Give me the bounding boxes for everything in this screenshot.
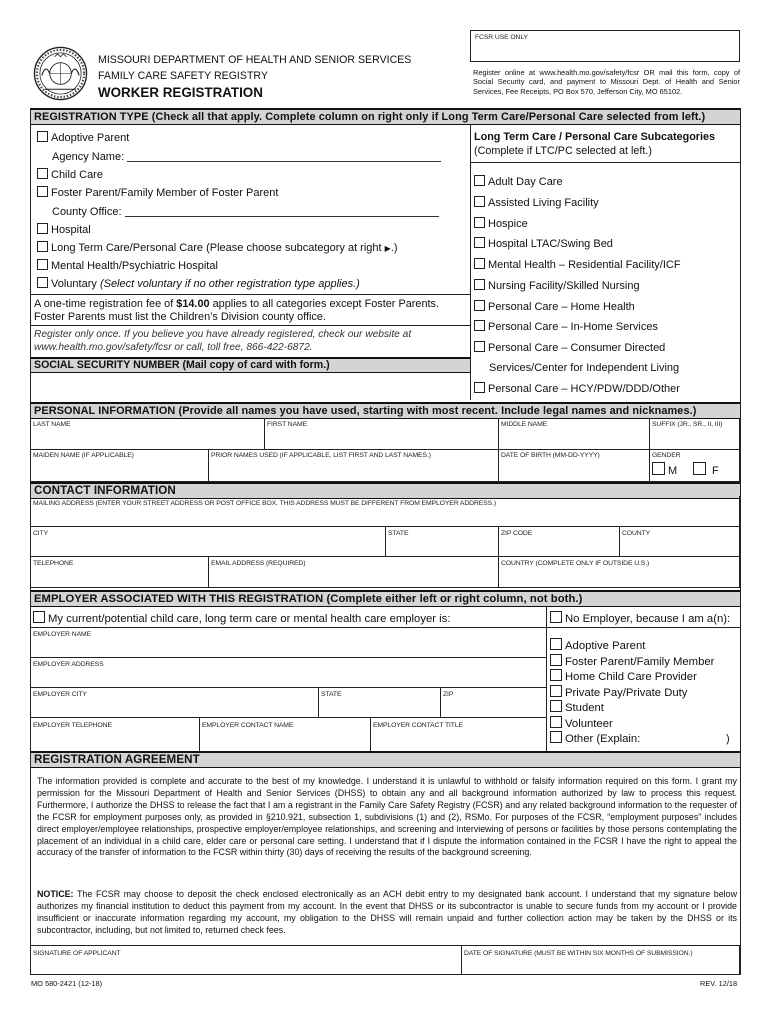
no-employer-reason-option[interactable] xyxy=(550,731,640,746)
no-employer-option[interactable] xyxy=(550,611,730,626)
employer-state-input[interactable]: STATE xyxy=(321,691,342,698)
personal-info-heading: PERSONAL INFORMATION (Provide all names you have used, starting with most recent. Include legal names and nicknames.) xyxy=(30,402,740,419)
ltc-pc-label-end: .) xyxy=(390,242,398,254)
checkbox[interactable] xyxy=(37,131,48,142)
divider xyxy=(30,657,546,658)
divider xyxy=(30,294,470,295)
divider xyxy=(30,556,740,557)
checkbox[interactable] xyxy=(474,237,485,248)
middle-name-input[interactable]: MIDDLE NAME xyxy=(501,421,548,428)
agency-name-label: Agency Name: xyxy=(52,151,125,163)
divider xyxy=(318,687,319,717)
first-name-input[interactable]: FIRST NAME xyxy=(267,421,308,428)
state-seal-icon xyxy=(33,46,88,101)
dob-input[interactable]: DATE OF BIRTH (MM-DD-YYYY) xyxy=(501,452,600,459)
subcategory-option[interactable] xyxy=(474,341,665,355)
checkbox[interactable] xyxy=(693,462,706,475)
notice-text xyxy=(37,889,737,937)
subcategory-label: Personal Care – Home Health xyxy=(488,301,635,313)
checkbox[interactable] xyxy=(474,279,485,290)
checkbox[interactable] xyxy=(550,731,562,743)
divider xyxy=(498,526,499,588)
suffix-input[interactable]: SUFFIX (JR., SR., II, III) xyxy=(652,421,723,428)
checkbox[interactable] xyxy=(474,300,485,311)
divider xyxy=(30,717,546,718)
ssn-input[interactable] xyxy=(30,373,470,400)
mailing-address-input[interactable]: MAILING ADDRESS (ENTER YOUR STREET ADDRESS OR POST OFFICE BOX. THIS ADDRESS MUST BE DIFFERENT FROM EMPLOYER ADDRESS.) xyxy=(33,500,497,507)
frame-right xyxy=(740,108,741,975)
register-online-text: Register online at www.health.mo.gov/safety/fcsr OR mail this form, copy of Social Security card, and payment to Missouri Dept. of Health and Senior Services, Fee Receipts, PO Box 570, Jefferson City, MO 65102. xyxy=(473,68,740,96)
contact-info-heading: CONTACT INFORMATION xyxy=(30,482,740,499)
no-employer-reason-label: Other (Explain: xyxy=(565,733,641,745)
divider xyxy=(649,418,650,482)
registry-name: FAMILY CARE SAFETY REGISTRY xyxy=(98,70,268,82)
subcategory-label: Hospital LTAC/Swing Bed xyxy=(488,238,613,250)
voluntary-note: (Select voluntary if no other registration type applies.) xyxy=(99,278,360,290)
adoptive-parent-option[interactable] xyxy=(37,131,129,145)
employer-telephone-input[interactable]: EMPLOYER TELEPHONE xyxy=(33,722,112,729)
revision: REV. 12/18 xyxy=(700,979,738,988)
subcategory-option[interactable] xyxy=(474,258,681,272)
city-input[interactable]: CITY xyxy=(33,530,49,537)
register-once-note: Register only once. If you believe you have already registered, check our website at www.health.mo.gov/safety/fcsr or call, toll free, 866-422-6872. xyxy=(34,329,412,353)
maiden-name-input[interactable]: MAIDEN NAME (IF APPLICABLE) xyxy=(33,452,134,459)
checkbox[interactable] xyxy=(37,241,48,252)
subcategory-title: Long Term Care / Personal Care Subcategories xyxy=(474,131,716,143)
divider xyxy=(440,687,441,717)
county-office-field[interactable] xyxy=(52,205,439,219)
voluntary-label: Voluntary xyxy=(51,278,97,290)
no-employer-reason-option[interactable] xyxy=(550,685,687,700)
checkbox[interactable] xyxy=(474,175,485,186)
hospital-option[interactable] xyxy=(37,223,91,237)
employer-city-input[interactable]: EMPLOYER CITY xyxy=(33,691,87,698)
gender-male-option[interactable] xyxy=(652,462,677,478)
notice-body: The FCSR may choose to deposit the check enclosed electronically as an ACH debit entry to my designated bank account. I understand that my signature below authorizes my financial institution to deduct this payment from my account. In the event that DHSS or its subcontractor is unable to secure funds from my account or I provide insufficient or inaccurate information regarding my account, my obligation to the DHSS will remain unpaid and further collection action may be taken by the DHSS or its subcontractor, including, but not limited to, returned check fees. xyxy=(37,889,737,935)
no-employer-reason-option[interactable] xyxy=(550,700,604,715)
current-employer-label: My current/potential child care, long term care or mental health care employer is: xyxy=(48,613,451,625)
child-care-option[interactable] xyxy=(37,168,103,182)
female-label: F xyxy=(712,465,719,477)
county-office-label: County Office: xyxy=(52,206,122,218)
ltc-pc-label: Long Term Care/Personal Care (Please choose subcategory at right xyxy=(51,242,382,254)
agency-name: MISSOURI DEPARTMENT OF HEALTH AND SENIOR SERVICES xyxy=(98,54,412,66)
checkbox[interactable] xyxy=(474,258,485,269)
no-employer-reason-option[interactable] xyxy=(550,638,645,653)
divider xyxy=(619,526,620,556)
no-employer-reason-label: Volunteer xyxy=(565,717,613,730)
fee-amount: $14.00 xyxy=(176,298,210,310)
divider xyxy=(264,418,265,449)
subcategory-option xyxy=(489,361,679,375)
subcategory-option[interactable] xyxy=(474,237,613,251)
no-employer-reason-label: Home Child Care Provider xyxy=(565,671,697,683)
male-label: M xyxy=(668,465,678,477)
agreement-text: The information provided is complete and accurate to the best of my knowledge. I understand it is unlawful to withhold or falsify information required on this form. I grant my permission for the Missouri Department of Health and Senior Services (DHSS) to obtain any and all background information authorized by law to process this request. Furthermore, I authorize the DHSS to release the fact that I am a registrant in the Family Care Safety Registry (FCSR) and any related background information to the requester of the FCSR for employment purposes only, as provided in §210.921, subsection 1, subdivisions (1) and (2), RSMo. For purposes of the FCSR, “employment purposes” includes direct employer/employee relationships, prospective employer/employee relationships, and screening and interviewing of persons or facilities by those persons contemplating the placement of an individual in a child care, elder care or personal care setting. I understand that if I dispute the information contained in the FCSR I have the right to appeal the accuracy of the transfer of information to the FCSR within thirty (30) days of receiving the results of the background screening. xyxy=(37,776,737,858)
last-name-input[interactable]: LAST NAME xyxy=(33,421,71,428)
current-employer-option[interactable] xyxy=(33,611,450,626)
agreement-heading: REGISTRATION AGREEMENT xyxy=(30,751,740,768)
child-care-label: Child Care xyxy=(51,169,103,181)
checkbox[interactable] xyxy=(37,168,48,179)
fee-text-pre: A one-time registration fee of xyxy=(34,298,174,310)
mental-health-option[interactable] xyxy=(37,259,218,273)
checkbox[interactable] xyxy=(37,186,48,197)
subcategory-option[interactable] xyxy=(474,300,635,314)
checkbox[interactable] xyxy=(474,217,485,228)
subcategory-option[interactable] xyxy=(474,175,563,189)
subcategory-label: Services/Center for Independent Living xyxy=(489,362,680,374)
divider xyxy=(385,526,386,556)
fcsr-use-only-label: FCSR USE ONLY xyxy=(475,34,528,41)
divider xyxy=(470,162,740,163)
divider xyxy=(208,449,209,482)
no-employer-reason-label: Student xyxy=(565,702,604,714)
divider xyxy=(30,687,546,688)
fee-foster-note: Foster Parents must list the Children’s Division county office. xyxy=(34,311,326,323)
fee-text-post: applies to all categories except Foster Parents. xyxy=(212,298,440,310)
hospital-label: Hospital xyxy=(51,224,91,236)
checkbox[interactable] xyxy=(550,638,562,650)
foster-parent-label: Foster Parent/Family Member of Foster Parent xyxy=(51,187,279,199)
checkbox[interactable] xyxy=(474,382,485,393)
no-employer-reason-option[interactable] xyxy=(550,716,613,731)
no-employer-reason-label: Foster Parent/Family Member xyxy=(565,655,715,668)
telephone-input[interactable]: TELEPHONE xyxy=(33,560,74,567)
no-employer-reason-option[interactable] xyxy=(550,654,714,669)
checkbox[interactable] xyxy=(474,320,485,331)
no-employer-reason-label: Private Pay/Private Duty xyxy=(565,686,688,699)
ltc-pc-option[interactable] xyxy=(37,241,398,256)
subcategory-note: (Complete if LTC/PC selected at left.) xyxy=(474,145,653,157)
county-input[interactable]: COUNTY xyxy=(622,530,651,537)
checkbox[interactable] xyxy=(550,611,562,623)
employer-name-input[interactable]: EMPLOYER NAME xyxy=(33,631,91,638)
subcategory-label: Nursing Facility/Skilled Nursing xyxy=(488,280,640,292)
email-input[interactable]: EMAIL ADDRESS (REQUIRED) xyxy=(211,560,306,567)
fee-notice xyxy=(34,298,439,324)
signature-input[interactable]: SIGNATURE OF APPLICANT xyxy=(33,950,121,957)
subcategory-label: Mental Health – Residential Facility/ICF xyxy=(488,259,681,271)
mental-health-label: Mental Health/Psychiatric Hospital xyxy=(51,260,218,272)
registration-divider xyxy=(470,124,471,400)
date-of-signature-input[interactable]: DATE OF SIGNATURE (MUST BE WITHIN SIX MONTHS OF SUBMISSION.) xyxy=(464,950,693,957)
checkbox[interactable] xyxy=(550,716,562,728)
employer-contact-title-input[interactable]: EMPLOYER CONTACT TITLE xyxy=(373,722,463,729)
agency-name-field[interactable] xyxy=(52,150,441,164)
ssn-heading: SOCIAL SECURITY NUMBER (Mail copy of card with form.) xyxy=(30,357,470,373)
checkbox[interactable] xyxy=(550,669,562,681)
divider xyxy=(30,627,740,628)
subcategory-option[interactable] xyxy=(474,217,528,231)
checkbox[interactable] xyxy=(652,462,665,475)
divider xyxy=(199,717,200,751)
zip-input[interactable]: ZIP CODE xyxy=(501,530,533,537)
notice-label: NOTICE: xyxy=(37,889,74,899)
employer-contact-name-input[interactable]: EMPLOYER CONTACT NAME xyxy=(202,722,294,729)
subcategory-label: Personal Care – Consumer Directed xyxy=(488,342,666,354)
divider xyxy=(30,449,740,450)
gender-female-option[interactable] xyxy=(693,462,719,478)
subcategory-option[interactable] xyxy=(474,196,599,210)
divider xyxy=(461,945,462,975)
divider xyxy=(370,717,371,751)
frame-left xyxy=(30,108,31,975)
subcategory-option[interactable] xyxy=(474,382,680,396)
fcsr-use-only-box xyxy=(470,30,740,62)
no-employer-label: No Employer, because I am a(n): xyxy=(565,613,731,625)
right-arrow-icon: ▶ xyxy=(384,244,391,253)
subcategory-option[interactable] xyxy=(474,279,640,293)
subcategory-label: Adult Day Care xyxy=(488,176,563,188)
gender-label: GENDER xyxy=(652,452,681,459)
registration-type-heading: REGISTRATION TYPE (Check all that apply. Complete column on right only if Long Term Care/Personal Care selected from left.) xyxy=(30,108,740,125)
subcategory-option[interactable] xyxy=(474,320,658,334)
prior-names-input[interactable]: PRIOR NAMES USED (IF APPLICABLE, LIST FIRST AND LAST NAMES.) xyxy=(211,452,431,459)
other-close-paren: ) xyxy=(726,733,730,745)
employer-address-input[interactable]: EMPLOYER ADDRESS xyxy=(33,661,104,668)
checkbox[interactable] xyxy=(474,196,485,207)
subcategory-label: Personal Care – HCY/PDW/DDD/Other xyxy=(488,383,680,395)
divider xyxy=(30,325,470,326)
adoptive-parent-label: Adoptive Parent xyxy=(51,132,130,144)
checkbox[interactable] xyxy=(550,685,562,697)
divider xyxy=(498,418,499,482)
employer-heading: EMPLOYER ASSOCIATED WITH THIS REGISTRATION (Complete either left or right column, not both.) xyxy=(30,590,740,607)
checkbox[interactable] xyxy=(550,700,562,712)
form-number: MO 580-2421 (12-18) xyxy=(31,979,103,988)
voluntary-option[interactable] xyxy=(37,277,360,291)
checkbox[interactable] xyxy=(474,341,485,352)
subcategory-label: Hospice xyxy=(488,218,528,230)
checkbox[interactable] xyxy=(37,223,48,234)
state-input[interactable]: STATE xyxy=(388,530,409,537)
no-employer-reason-option[interactable] xyxy=(550,669,697,684)
form-title: WORKER REGISTRATION xyxy=(98,85,263,100)
checkbox[interactable] xyxy=(33,611,45,623)
checkbox[interactable] xyxy=(550,654,562,666)
subcategory-label: Personal Care – In-Home Services xyxy=(488,321,658,333)
personal-info-grid xyxy=(30,418,740,482)
checkbox[interactable] xyxy=(37,277,48,288)
divider xyxy=(208,556,209,588)
employer-zip-input[interactable]: ZIP xyxy=(443,691,454,698)
foster-parent-option[interactable] xyxy=(37,186,278,200)
no-employer-reason-label: Adoptive Parent xyxy=(565,640,646,652)
subcategory-label: Assisted Living Facility xyxy=(488,197,599,209)
country-input[interactable]: COUNTRY (COMPLETE ONLY IF OUTSIDE U.S.) xyxy=(501,560,650,567)
checkbox[interactable] xyxy=(37,259,48,270)
